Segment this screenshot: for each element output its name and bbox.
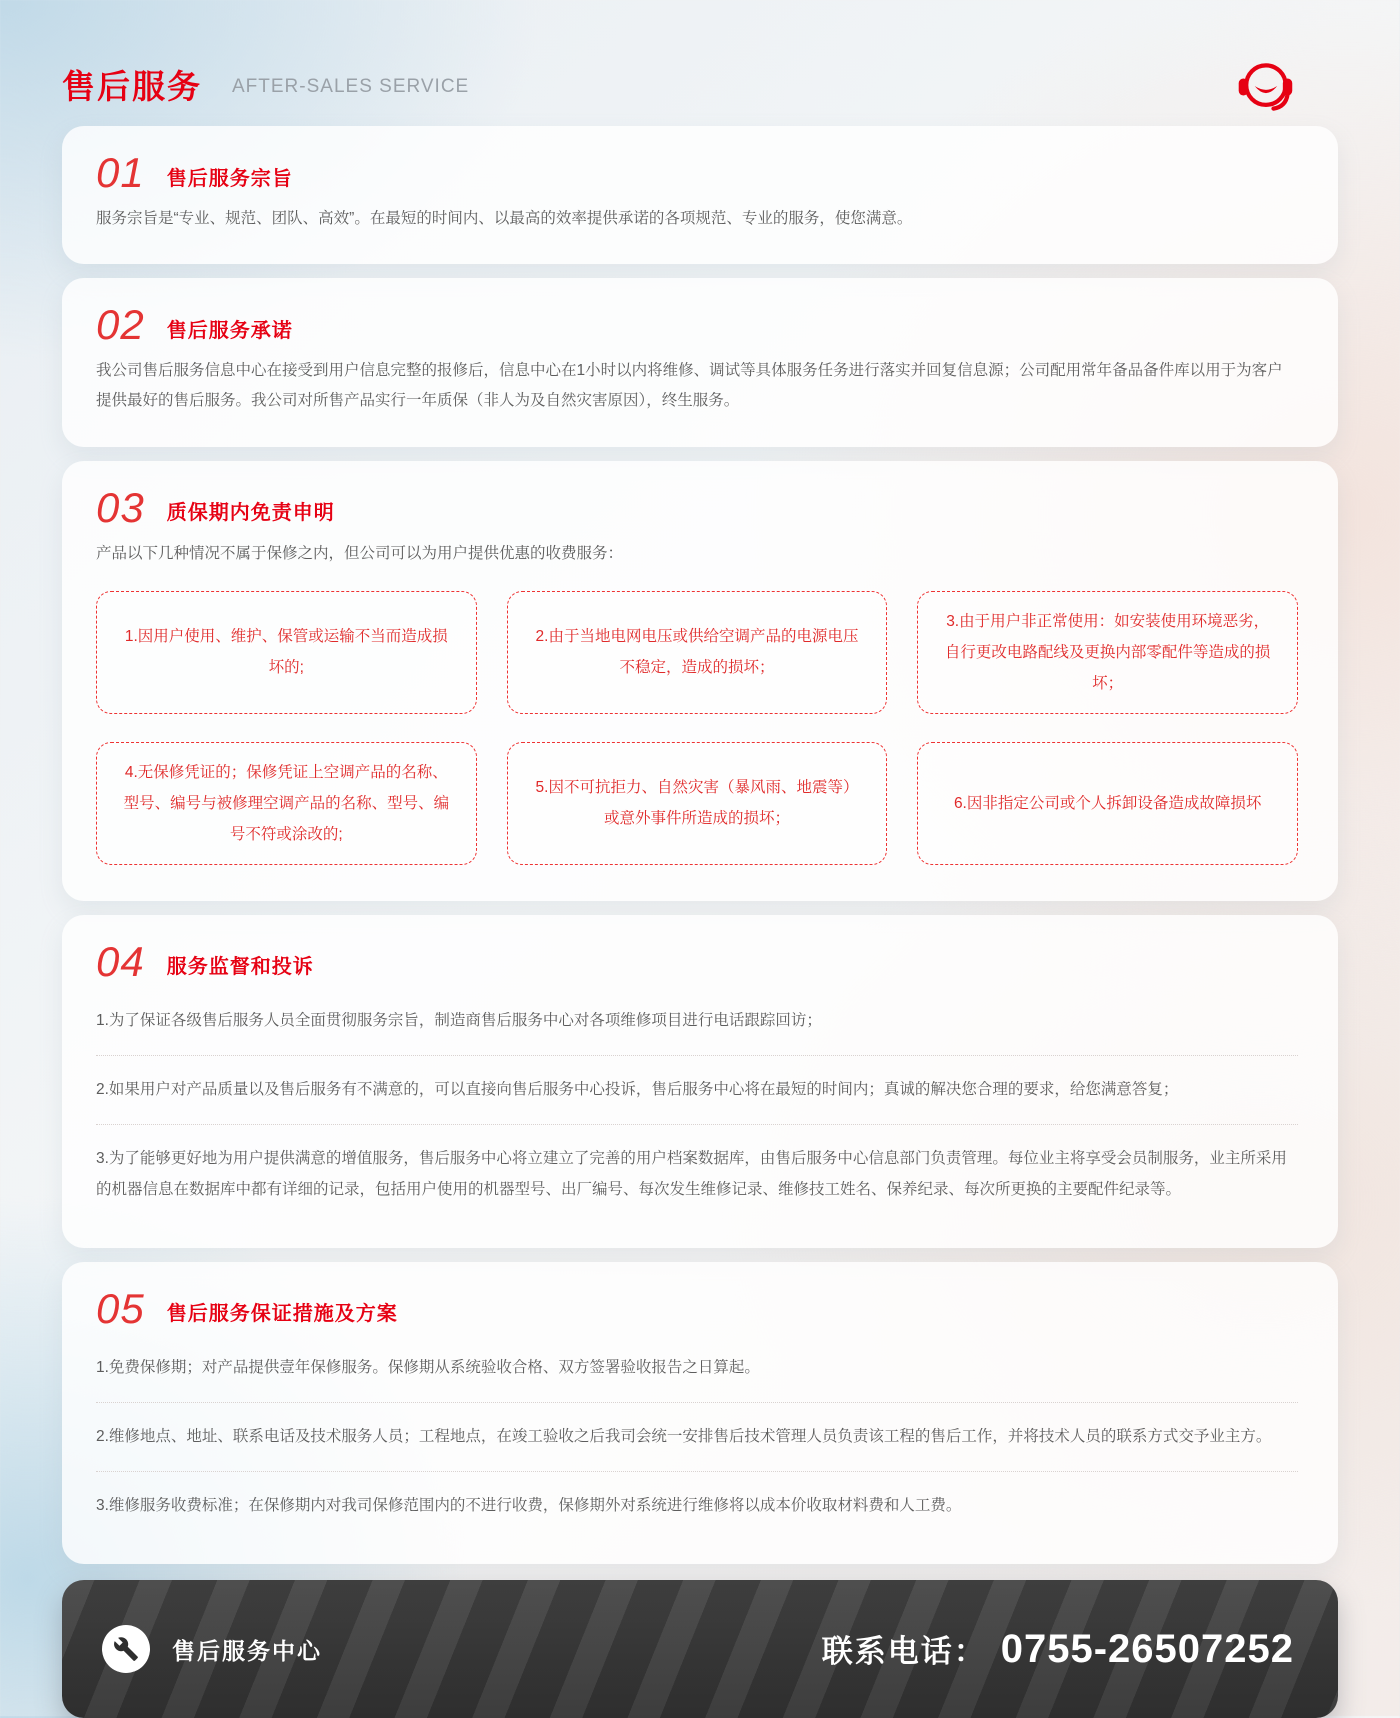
- disclaimer-box: 5.因不可抗拒力、自然灾害（暴风雨、地震等）或意外事件所造成的损坏；: [507, 742, 888, 865]
- disclaimer-box: 1.因用户使用、维护、保管或运输不当而造成损坏的;: [96, 591, 477, 714]
- disclaimer-box: 6.因非指定公司或个人拆卸设备造成故障损坏: [917, 742, 1298, 865]
- section-title: 售后服务保证措施及方案: [166, 1303, 398, 1326]
- wrench-icon: [102, 1625, 150, 1673]
- section-guarantee-measures: [62, 1262, 1338, 1565]
- section-intro: 产品以下几种情况不属于保修之内，但公司可以为用户提供优惠的收费服务：: [96, 544, 624, 562]
- list-item: 2.维修地点、地址、联系电话及技术服务人员；工程地点，在竣工验收之后我司会统一安排售后技术管理人员负责该工程的售后工作，并将技术人员的联系方式交予业主方。: [96, 1427, 1272, 1445]
- section-title: 售后服务宗旨: [166, 167, 293, 190]
- section-service-commitment: [62, 278, 1338, 446]
- disclaimer-box: 2.由于当地电网电压或供给空调产品的电源电压不稳定，造成的损坏；: [507, 591, 888, 714]
- headset-icon: [1234, 58, 1296, 116]
- section-header: [96, 1284, 1298, 1332]
- divider: [96, 1402, 1298, 1403]
- page-subtitle: AFTER-SALES SERVICE: [232, 76, 470, 97]
- disclaimer-box-grid: [96, 591, 1298, 865]
- disclaimer-box: 3.由于用户非正常使用：如安装使用环境恶劣，自行更改电路配线及更换内部零配件等造成的损坏；: [917, 591, 1298, 714]
- section-service-purpose: [62, 126, 1338, 264]
- footer-label: 售后服务中心: [172, 1637, 322, 1664]
- divider: [96, 1124, 1298, 1125]
- section-title: 服务监督和投诉: [166, 956, 314, 979]
- section-supervision-complaints: [62, 915, 1338, 1248]
- section-paragraph: 服务宗旨是“专业、规范、团队、高效”。在最短的时间内、以最高的效率提供承诺的各项规范、专业的服务，使您满意。: [96, 210, 913, 227]
- section-number: 01: [96, 149, 145, 196]
- section-paragraph: 我公司售后服务信息中心在接受到用户信息完整的报修后，信息中心在1小时以内将维修、调试等具体服务任务进行落实并回复信息源；公司配用常年备品备件库以用于为客户提供最好的售后服务。我公司对所售产品实行一年质保（非人为及自然灾害原因），终生服务。: [96, 362, 1283, 410]
- section-header: [96, 301, 1298, 349]
- phone-label: 联系电话：: [821, 1634, 987, 1670]
- list-item: 3.为了能够更好地为用户提供满意的增值服务，售后服务中心将立建立了完善的用户档案数据库，由售后服务中心信息部门负责管理。每位业主将享受会员制服务，业主所采用的机器信息在数据库中都有详细的记录，包括用户使用的机器型号、出厂编号、每次发生维修记录、维修技工姓名、保养纪录、每次所更换的主要配件纪录等。: [96, 1150, 1287, 1198]
- list-item: 3.维修服务收费标准；在保修期内对我司保修范围内的不进行收费，保修期外对系统进行维修将以成本价收取材料费和人工费。: [96, 1497, 962, 1515]
- section-number: 05: [96, 1284, 145, 1332]
- section-title: 质保期内免责申明: [166, 502, 335, 525]
- list-item: 1.为了保证各级售后服务人员全面贯彻服务宗旨，制造商售后服务中心对各项维修项目进行电话跟踪回访；: [96, 1011, 822, 1029]
- phone-number: 0755-26507252: [1000, 1627, 1294, 1672]
- section-header: [96, 149, 1298, 196]
- divider: [96, 1055, 1298, 1056]
- section-title: 售后服务承诺: [166, 319, 293, 342]
- section-number: 02: [96, 301, 145, 349]
- disclaimer-box: 4.无保修凭证的；保修凭证上空调产品的名称、型号、编号与被修理空调产品的名称、型号、编号不符或涂改的;: [96, 742, 477, 865]
- list-item: 2.如果用户对产品质量以及售后服务有不满意的，可以直接向售后服务中心投诉，售后服务中心将在最短的时间内；真诚的解决您合理的要求，给您满意答复；: [96, 1081, 1179, 1099]
- page-title: 售后服务: [62, 67, 202, 105]
- page-header: [62, 58, 1338, 110]
- section-header: [96, 483, 1298, 531]
- section-warranty-disclaimer: [62, 461, 1338, 901]
- section-header: [96, 937, 1298, 985]
- section-number: 04: [96, 937, 145, 985]
- divider: [96, 1471, 1298, 1472]
- footer-contact-bar: [62, 1580, 1338, 1718]
- footer-phone: [822, 1626, 1294, 1672]
- section-number: 03: [96, 483, 145, 531]
- list-item: 1.免费保修期；对产品提供壹年保修服务。保修期从系统验收合格、双方签署验收报告之日算起。: [96, 1358, 760, 1376]
